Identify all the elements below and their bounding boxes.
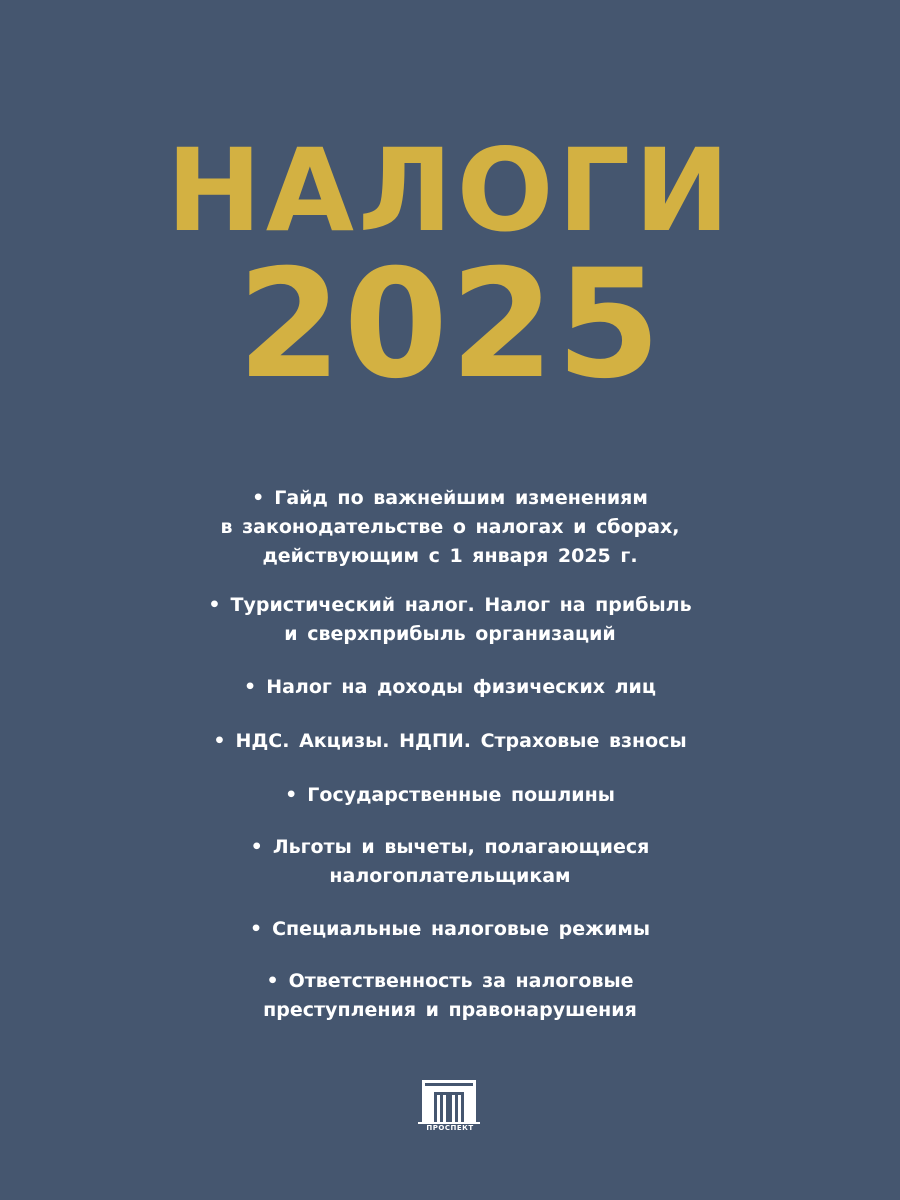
topic-item <box>0 967 900 1025</box>
topic-line: • НДС. Акцизы. НДПИ. Страховые взносы <box>213 730 687 752</box>
topic-item <box>0 727 900 756</box>
bullet-icon: • <box>250 836 263 858</box>
bullet-icon: • <box>266 970 279 992</box>
topic-line: • Налог на доходы физических лиц <box>244 676 656 698</box>
topic-line: • Льготы и вычеты, полагающиеся <box>250 836 650 858</box>
bullet-icon: • <box>244 676 257 698</box>
bullet-icon: • <box>213 730 226 752</box>
cover-title-word: НАЛОГИ <box>166 124 734 257</box>
topic-item <box>0 781 900 810</box>
topic-line: • Ответственность за налоговые <box>266 970 634 992</box>
topic-item <box>0 915 900 944</box>
bullet-icon: • <box>285 784 298 806</box>
topic-line: налогоплательщикам <box>329 865 571 887</box>
topic-line: • Государственные пошлины <box>285 784 615 806</box>
publisher-arch-logo-icon <box>414 1078 484 1144</box>
topic-line: • Специальные налоговые режимы <box>249 918 651 940</box>
topic-line: • Гайд по важнейшим изменениям <box>252 487 648 509</box>
bullet-icon: • <box>249 918 263 940</box>
topic-item <box>0 591 900 649</box>
topic-line: и сверхприбыль организаций <box>284 623 616 645</box>
bullet-icon: • <box>208 594 221 616</box>
cover-title-year: 2025 <box>237 238 663 412</box>
bullet-icon: • <box>252 487 265 509</box>
topic-item <box>0 833 900 891</box>
topic-item <box>0 484 900 571</box>
topic-line: • Туристический налог. Налог на прибыль <box>208 594 692 616</box>
publisher-name: ПРОСПЕКТ <box>426 1124 474 1132</box>
topic-line: действующим с 1 января 2025 г. <box>262 545 638 567</box>
topic-line: в законодательстве о налогах и сборах, <box>220 516 680 538</box>
topic-item <box>0 673 900 702</box>
topic-line: преступления и правонарушения <box>263 999 637 1021</box>
